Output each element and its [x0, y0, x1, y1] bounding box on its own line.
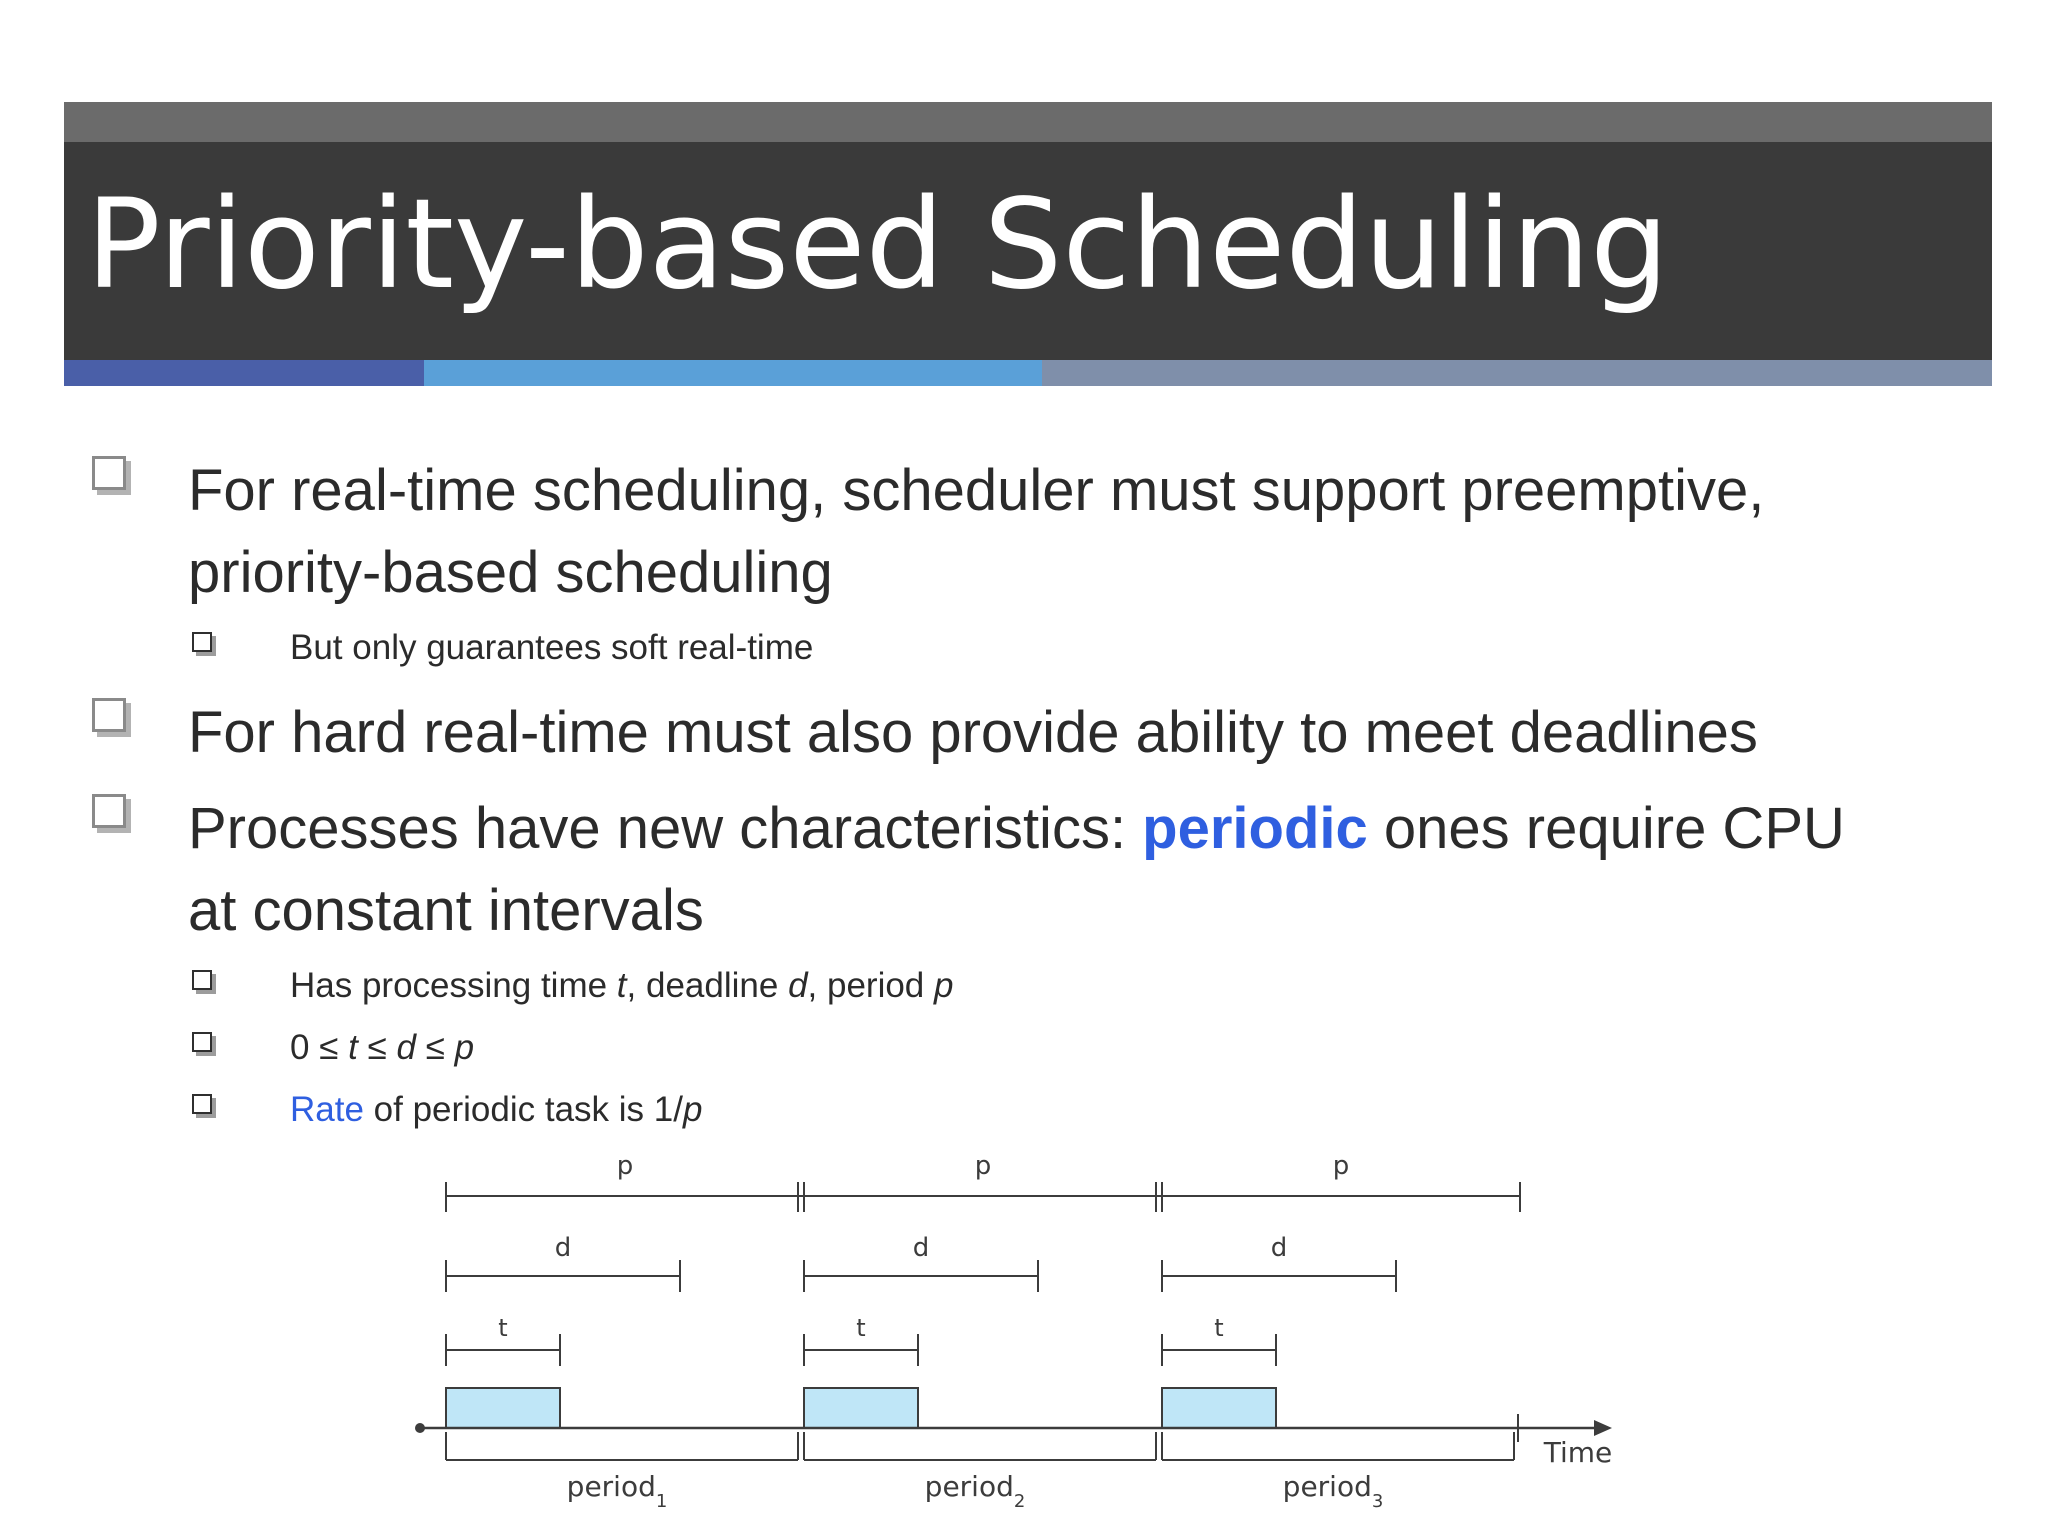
period-label: period$_3$: [1282, 1470, 1384, 1512]
p-label: p: [974, 1151, 992, 1181]
sub-bullet-inequality: [290, 1026, 474, 1070]
text-segment: ≤: [357, 1028, 397, 1067]
bullet-1-line-2: priority-based scheduling: [188, 540, 833, 605]
accent-strip-1: [64, 360, 424, 386]
rate-highlight: Rate: [290, 1090, 364, 1129]
cpu-burst-box: [446, 1388, 560, 1428]
text-segment: of periodic task is 1/: [363, 1090, 683, 1129]
d-label: d: [912, 1233, 930, 1263]
p-label: p: [616, 1151, 634, 1181]
sub-bullet-processing-time: [290, 964, 953, 1008]
bullet-3-pre: Processes have new characteristics:: [188, 796, 1143, 861]
sub-bullet-marker-1: [192, 632, 212, 652]
periodic-highlight: periodic: [1142, 796, 1368, 861]
sub-bullet-marker-4: [192, 1094, 212, 1114]
bullet-3-line-1: [188, 788, 1845, 870]
var-d: d: [396, 1028, 416, 1067]
t-label: t: [1214, 1314, 1224, 1342]
var-d: d: [788, 966, 808, 1005]
var-p: p: [682, 1090, 703, 1129]
bullet-3-line-2: at constant intervals: [188, 878, 704, 943]
var-t: t: [616, 966, 627, 1005]
period-label: period$_2$: [924, 1470, 1026, 1512]
text-segment: 0 ≤: [290, 1028, 349, 1067]
accent-strip-3: [1042, 360, 1992, 386]
text-segment: ≤: [416, 1028, 455, 1067]
t-label: t: [856, 1314, 866, 1342]
title-top-band: [64, 102, 1992, 142]
sub-bullet-marker-2: [192, 970, 212, 990]
text-segment: Has processing time: [290, 966, 617, 1005]
bullet-marker-2: [92, 698, 126, 732]
bullet-marker-1: [92, 456, 126, 490]
text-segment: , period: [807, 966, 934, 1005]
text-segment: , deadline: [626, 966, 789, 1005]
bullet-3-post: ones require CPU: [1367, 796, 1845, 861]
d-label: d: [1270, 1233, 1288, 1263]
p-label: p: [1332, 1151, 1350, 1181]
cpu-burst-box: [1162, 1388, 1276, 1428]
time-axis-label: Time: [1543, 1436, 1613, 1469]
accent-strip-2: [424, 360, 1042, 386]
period-label: period$_1$: [566, 1470, 668, 1512]
period-subscript: 2: [1013, 1490, 1026, 1512]
cpu-burst-box: [804, 1388, 918, 1428]
period-subscript: 1: [655, 1490, 668, 1512]
axis-origin-dot: [415, 1423, 425, 1433]
d-label: d: [554, 1233, 572, 1263]
var-p: p: [454, 1028, 475, 1067]
time-axis-arrow: [1594, 1420, 1612, 1436]
var-t: t: [348, 1028, 358, 1067]
var-p: p: [934, 966, 954, 1005]
t-label: t: [498, 1314, 508, 1342]
periodic-task-diagram: [400, 1140, 1630, 1520]
period-subscript: 3: [1371, 1490, 1384, 1512]
bullet-1-line-1: For real-time scheduling, scheduler must support preemptive,: [188, 458, 1765, 523]
sub-bullet-marker-3: [192, 1032, 212, 1052]
slide-title: Priority-based Scheduling: [86, 173, 1669, 317]
bullet-marker-3: [92, 794, 126, 828]
bullet-2-line: For hard real-time must also provide ability to meet deadlines: [188, 700, 1758, 765]
sub-bullet-rate: [290, 1088, 702, 1132]
sub-bullet-soft-realtime: But only guarantees soft real-time: [290, 628, 814, 667]
